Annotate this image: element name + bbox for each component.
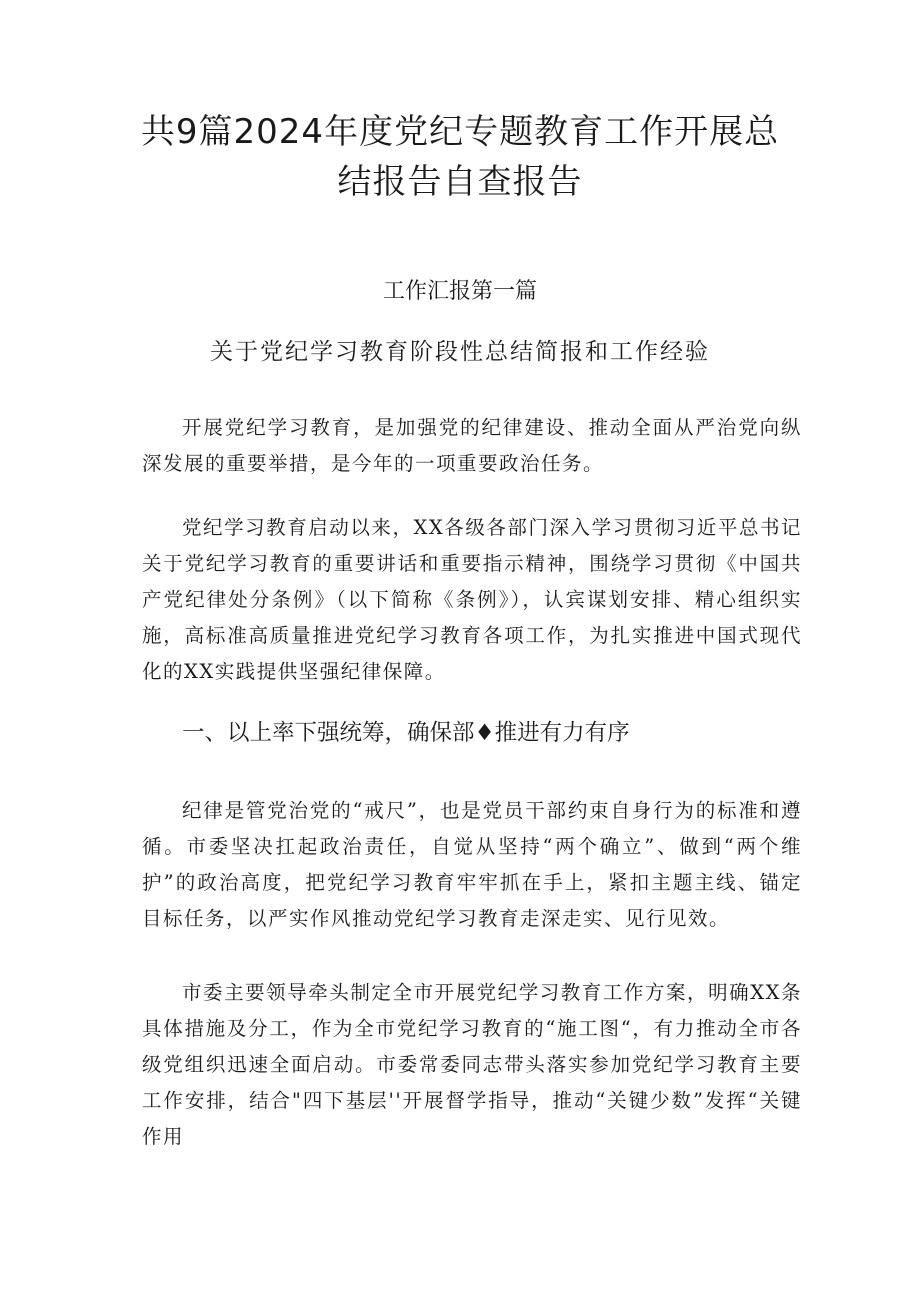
document-title-line-2: 结报告自查报告: [337, 162, 583, 202]
sub-heading: 关于党纪学习教育阶段性总结简报和工作经验: [210, 339, 710, 365]
intro-paragraph-2: 党纪学习教育启动以来，XX各级各部门深入学习贯彻习近平总书记关于党纪学习教育的重要讲话和重要指示精神，围绕学习贯彻《中国共产党纪律处分条例》（以下简称《条例》），认宾谋划安排、精心组织实施，高标准高质量推进党纪学习教育各项工作，为扎实推进中国式现代化的XX实践提供坚强纪律保障。: [142, 515, 802, 683]
section-heading: 工作汇报第一篇: [382, 279, 537, 304]
section-one-title: 一、以上率下强统筹，确保部♦推进有力有序: [182, 720, 630, 746]
section-one-paragraph-1: 纪律是管党治党的“戒尺”，也是党员干部约束自身行为的标准和遵循。市委坚决扛起政治责任，自觉从坚持“两个确立”、做到“两个维护”的政治高度，把党纪学习教育牢牢抓在手上，紧扣主题主线、锚定目标任务，以严实作风推动党纪学习教育走深走实、见行见效。: [142, 798, 802, 930]
section-one-paragraph-2: 市委主要领导牵头制定全市开展党纪学习教育工作方案，明确XX条具体措施及分工，作为全市党纪学习教育的“施工图“，有力推动全市各级党组织迅速全面启动。市委常委同志带头落实参加党纪学习教育主要工作安排，结合"四下基层''开展督学指导，推动“关键少数”发挥“关键作用: [142, 980, 802, 1148]
document-title-line-1: 共9篇2024年度党纪专题教育工作开展总: [140, 112, 780, 152]
intro-paragraph-1: 开展党纪学习教育，是加强党的纪律建设、推动全面从严治党向纵深发展的重要举措，是今年的一项重要政治任务。: [142, 415, 802, 475]
